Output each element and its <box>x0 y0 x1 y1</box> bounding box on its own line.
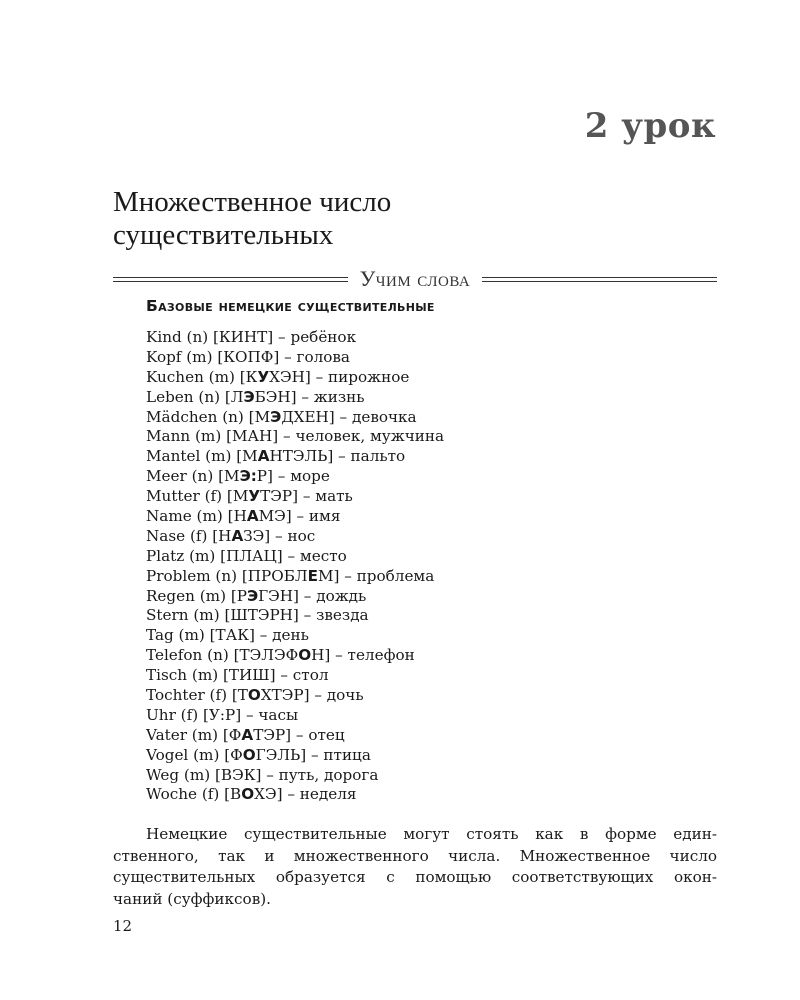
vocabulary-item-text-rest: НТЭЛЬ] – пальто <box>269 447 406 466</box>
divider-rule-right <box>482 277 717 282</box>
vocabulary-item <box>146 388 444 408</box>
stressed-vowel: А <box>257 447 270 466</box>
stressed-vowel: У <box>257 367 270 386</box>
vocabulary-item-text-rest: М] – проблема <box>317 566 435 585</box>
stressed-vowel: Э <box>246 586 259 605</box>
paragraph-line: чаний (суффиксов). <box>113 889 272 908</box>
vocabulary-item-text-rest: ХЭН] – пирожное <box>269 367 410 386</box>
section-title-line-2: существительных <box>113 219 334 251</box>
vocabulary-item-text-rest: БЭН] – жизнь <box>254 387 365 406</box>
page-number: 12 <box>113 917 133 935</box>
vocabulary-item-text: Mädchen (n) [М <box>146 407 271 426</box>
stressed-vowel: А <box>241 725 254 744</box>
vocabulary-item <box>146 348 444 368</box>
vocabulary-item-text-rest: ХЭ] – неделя <box>254 785 357 804</box>
vocabulary-item-text: Telefon (n) [ТЭЛЭФ <box>146 646 299 665</box>
vocabulary-item-text: Platz (m) [ПЛАЦ] – место <box>146 546 347 565</box>
vocabulary-item <box>146 726 444 746</box>
vocabulary-item <box>146 766 444 786</box>
vocabulary-item-text: Tochter (f) [Т <box>146 686 248 705</box>
vocabulary-item <box>146 626 444 646</box>
lesson-title: 2 урок <box>584 106 716 146</box>
paragraph-line: существительных образуется с помощью соответствующих окон- <box>113 868 717 886</box>
stressed-vowel: Э: <box>239 467 257 486</box>
stressed-vowel: Е <box>307 566 318 585</box>
vocabulary-item-text-rest: ТЭР] – отец <box>253 725 345 744</box>
vocabulary-item <box>146 328 444 348</box>
divider-rule-left <box>113 277 348 282</box>
vocabulary-item-text: Kind (n) [КИНТ] – ребёнок <box>146 328 357 346</box>
paragraph-line: Немецкие существительные могут стоять как в форме един- <box>146 825 717 843</box>
stressed-vowel: А <box>231 526 244 545</box>
vocabulary-item-text: Vogel (m) [Ф <box>146 745 243 764</box>
vocabulary-list <box>146 328 444 805</box>
vocabulary-item-text: Problem (n) [ПРОБЛ <box>146 566 308 585</box>
section-title <box>113 186 673 252</box>
section-title-line-1: Множественное число <box>113 186 392 218</box>
vocabulary-item-text: Meer (n) [М <box>146 467 240 486</box>
vocabulary-item <box>146 567 444 587</box>
vocabulary-item <box>146 427 444 447</box>
vocabulary-item <box>146 368 444 388</box>
vocabulary-item-text: Mantel (m) [М <box>146 447 258 466</box>
vocabulary-item <box>146 666 444 686</box>
vocabulary-item <box>146 706 444 726</box>
vocabulary-item <box>146 606 444 626</box>
vocabulary-item-text: Regen (m) [Р <box>146 586 247 605</box>
vocabulary-item-text-rest: ЗЭ] – нос <box>243 526 316 545</box>
stressed-vowel: А <box>246 507 259 526</box>
vocabulary-item-text: Stern (m) [ШТЭРН] – звезда <box>146 606 369 625</box>
vocabulary-item <box>146 646 444 666</box>
stressed-vowel: О <box>242 745 256 764</box>
vocabulary-item-text-rest: МЭ] – имя <box>258 507 341 526</box>
paragraph-line: ственного, так и множественного числа. Множественное число <box>113 846 717 865</box>
vocabulary-item <box>146 507 444 527</box>
vocabulary-item <box>146 547 444 567</box>
vocabulary-item-text: Kuchen (m) [К <box>146 367 258 386</box>
stressed-vowel: О <box>247 686 261 705</box>
vocabulary-item-text-rest: ГЭЛЬ] – птица <box>255 745 371 764</box>
vocabulary-item <box>146 467 444 487</box>
vocabulary-item-text: Uhr (f) [У:Р] – часы <box>146 705 299 724</box>
vocabulary-item-text: Name (m) [Н <box>146 507 247 526</box>
vocabulary-item-text: Tisch (m) [ТИШ] – стол <box>146 666 329 685</box>
vocabulary-item-text: Weg (m) [ВЭК] – путь, дорога <box>146 765 379 784</box>
vocabulary-item-text: Nase (f) [Н <box>146 526 232 545</box>
vocabulary-item-text-rest: Н] – телефон <box>311 646 415 665</box>
vocabulary-item-text: Mann (m) [МАН] – человек, мужчина <box>146 427 445 446</box>
vocabulary-item-text: Kopf (m) [КОПФ] – голова <box>146 347 350 366</box>
stressed-vowel: О <box>298 646 312 665</box>
vocabulary-item <box>146 746 444 766</box>
vocabulary-item-text: Woche (f) [В <box>146 785 242 804</box>
stressed-vowel: Э <box>243 387 255 406</box>
body-paragraph <box>113 824 717 910</box>
divider-label: Учим слова <box>359 266 471 291</box>
stressed-vowel: Э <box>270 407 282 426</box>
vocabulary-item-text-rest: ХТЭР] – дочь <box>260 686 364 705</box>
vocabulary-item-text: Vater (m) [Ф <box>146 725 242 744</box>
vocabulary-item-text: Tag (m) [ТАК] – день <box>146 626 309 645</box>
vocabulary-item <box>146 408 444 428</box>
vocabulary-heading: Базовые немецкие существительные <box>146 297 435 315</box>
stressed-vowel: У <box>248 487 261 506</box>
vocabulary-divider <box>113 267 717 291</box>
vocabulary-item <box>146 487 444 507</box>
vocabulary-item-text: Mutter (f) [М <box>146 487 249 506</box>
vocabulary-item <box>146 686 444 706</box>
stressed-vowel: О <box>241 785 255 804</box>
vocabulary-item <box>146 587 444 607</box>
vocabulary-item-text-rest: Р] – море <box>256 467 330 486</box>
vocabulary-item <box>146 527 444 547</box>
vocabulary-item-text-rest: ДХЕН] – девочка <box>281 407 417 426</box>
vocabulary-item-text-rest: ТЭР] – мать <box>260 487 353 506</box>
vocabulary-item-text-rest: ГЭН] – дождь <box>258 586 367 605</box>
vocabulary-item <box>146 785 444 805</box>
vocabulary-item-text: Leben (n) [Л <box>146 387 244 406</box>
vocabulary-item <box>146 447 444 467</box>
